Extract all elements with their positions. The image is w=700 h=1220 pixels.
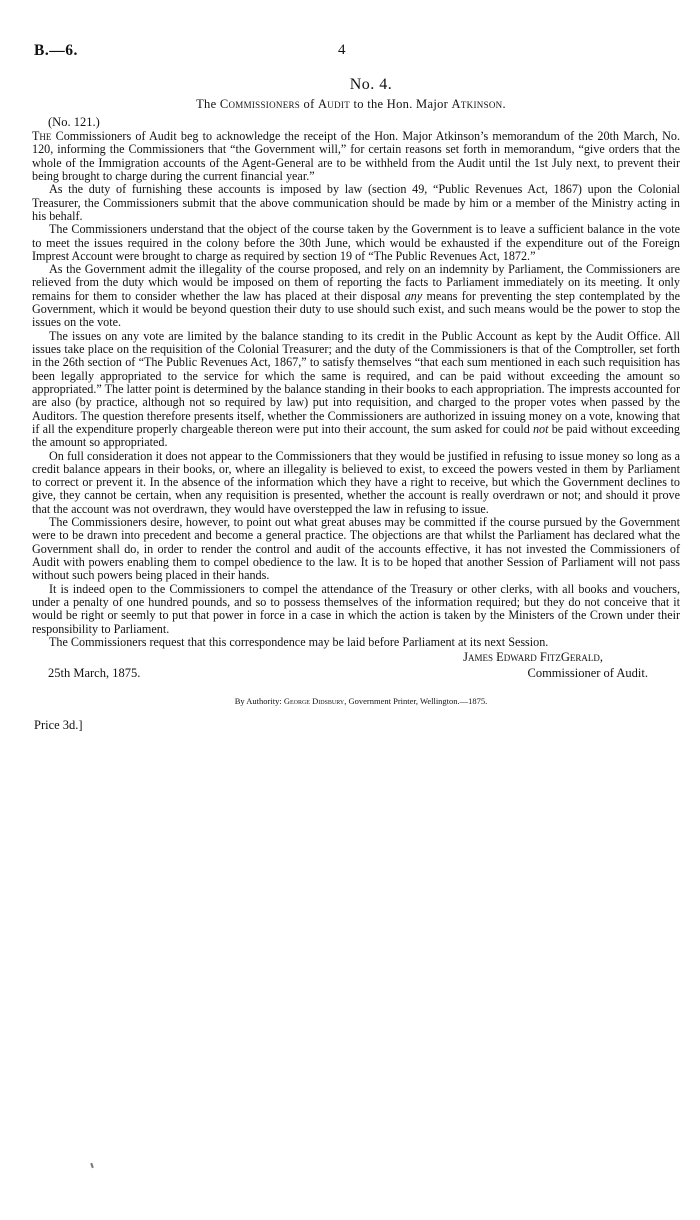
paragraph: As the duty of furnishing these accounts is imposed by law (section 49, “Public Revenues Act, 1867) upon the Colonial Treasurer, the Commissioners submit that the above communication should be made by him or a member of the Ministry acting in his behalf. — [32, 182, 680, 223]
paragraph — [32, 130, 680, 183]
paragraph: On full consideration it does not appear to the Commissioners that they would be justified in refusing to issue money so long as a credit balance appears in their books, or, where an illegality is believed to exist, to exceed the powers vested in them by Parliament to correct or prevent it. In the absence of the information which they have a right to receive, but which the Government declines to give, they cannot be certain, when any requisition is presented, whether the account is really overdrawn or not; and should it prove that the account was not overdrawn, they would have overstepped the law in refusing to issue. — [32, 448, 680, 516]
addressing-part: to the Hon. Major — [350, 97, 452, 111]
price-label: Price 3d.] — [34, 718, 83, 733]
date-signature-row — [32, 666, 680, 682]
lead-word: The — [32, 129, 52, 143]
paragraph: It is indeed open to the Commissioners to compel the attendance of the Treasury or other clerks, with all books and vouchers, under a penalty of one hundred pounds, and so to possess themselves of the information required; but they do not conceive that it would be right or seemly to put that power in force in a case in which the action is taken by the Ministers of the Crown under their responsibility to Parliament. — [32, 581, 680, 636]
addressing-part: Audit — [317, 97, 351, 111]
letter-date: 25th March, 1875. — [48, 666, 141, 681]
reference-number: (No. 121.) — [48, 115, 100, 129]
addressing-part: The — [196, 97, 220, 111]
paragraph — [32, 263, 680, 330]
emphasis: any — [404, 288, 423, 303]
imprint-printer: George Didsbury — [283, 696, 345, 707]
addressing-part: Atkinson — [451, 97, 503, 111]
paragraph-text: As the Government admit the illegality of the course proposed, and rely on an indemnity by Parliament, the Commissioners are relieved from the duty which would be imposed on them of reporting the facts to Parliament immediately on its meeting. It only remains for them to consider whether the law has placed at their disposal — [32, 262, 680, 303]
paragraph: The Commissioners understand that the object of the course taken by the Government is to leave a sufficient balance in the vote to meet the issues required in the colony before the 30th June, which would be exhausted if the expenditure out of the Foreign Imprest Account were brought to charge as required by section 19 of “The Public Revenues Act, 1872.” — [32, 222, 680, 263]
document-number: No. 4. — [349, 76, 393, 93]
addressing-part: Commissioners — [219, 97, 301, 111]
addressing-part: . — [502, 97, 506, 111]
document-page — [32, 42, 680, 733]
page-header — [32, 42, 680, 64]
signature-name: James Edward FitzGerald, — [463, 650, 603, 665]
imprint-prefix: By Authority: — [234, 696, 284, 707]
letter-addressing — [22, 97, 680, 112]
document-code: B.—6. — [34, 42, 78, 59]
paragraph-text: The issues on any vote are limited by the balance standing to its credit in the Public Account as kept by the Audit Office. All issues take place on the requisition of the Colonial Treasurer; and the duty of the Commissioners is that of the Comptroller, set forth in the 26th section of “The Public Revenues Act, 1867,” to satisfy themselves “that each sum mentioned in each such requisition has been legally appropriated to the service for which the same is required, and can be paid without exceeding the amount so appropriated.” The latter point is determined by the balance standing in their books to each appropriation. The imprests accounted for are also (by practice, although not so required by law) put into requisition, and charged to the proper votes when passed by the Auditors. The question therefore presents itself, whether the Commissioners are authorized in issuing money on a vote, knowing that if all the expenditure properly chargeable thereon were put into their account, the sum asked for could — [32, 328, 680, 436]
paragraph-text: means for preventing the step contemplated by the Government, which it would be beyond question their duty to use should such exist, and such means would be the power to stop the issues on the vote. — [32, 288, 680, 330]
letter-body — [32, 130, 680, 649]
emphasis: not — [532, 421, 549, 436]
addressing-part: of — [300, 97, 318, 111]
stray-mark — [90, 1163, 94, 1168]
paragraph-text: be paid without exceeding the amount so appropriated. — [32, 421, 680, 450]
page-number: 4 — [338, 42, 346, 58]
paragraph: The Commissioners request that this correspondence may be laid before Parliament at its next Session. — [49, 634, 549, 649]
paragraph — [32, 330, 680, 450]
paragraph-text: Commissioners of Audit beg to acknowledge the receipt of the Hon. Major Atkinson’s memorandum of the 20th March, No. 120, informing the Commissioners that “the Government will,” for certain reasons set forth in memorandum, “give orders that the whole of the Immigration accounts of the Agent-General are to be withheld from the Audit until the 1st July next, to prevent their being brought to charge during the current financial year.” — [32, 129, 680, 183]
paragraph: The Commissioners desire, however, to point out what great abuses may be committed if the course pursued by the Government were to be drawn into precedent and become a general practice. The objections are that whilst the Parliament has declared what the Government shall do, in order to render the control and audit of the accounts effective, it has not invested the Commissioners of Audit with powers enabling them to compel obedience to the law. It is to be hoped that another Session of Parliament will not pass without such powers being placed in their hands. — [32, 515, 680, 583]
printer-imprint — [42, 696, 680, 706]
imprint-suffix: , Government Printer, Wellington.—1875. — [344, 696, 488, 707]
signature-title: Commissioner of Audit. — [527, 666, 648, 681]
